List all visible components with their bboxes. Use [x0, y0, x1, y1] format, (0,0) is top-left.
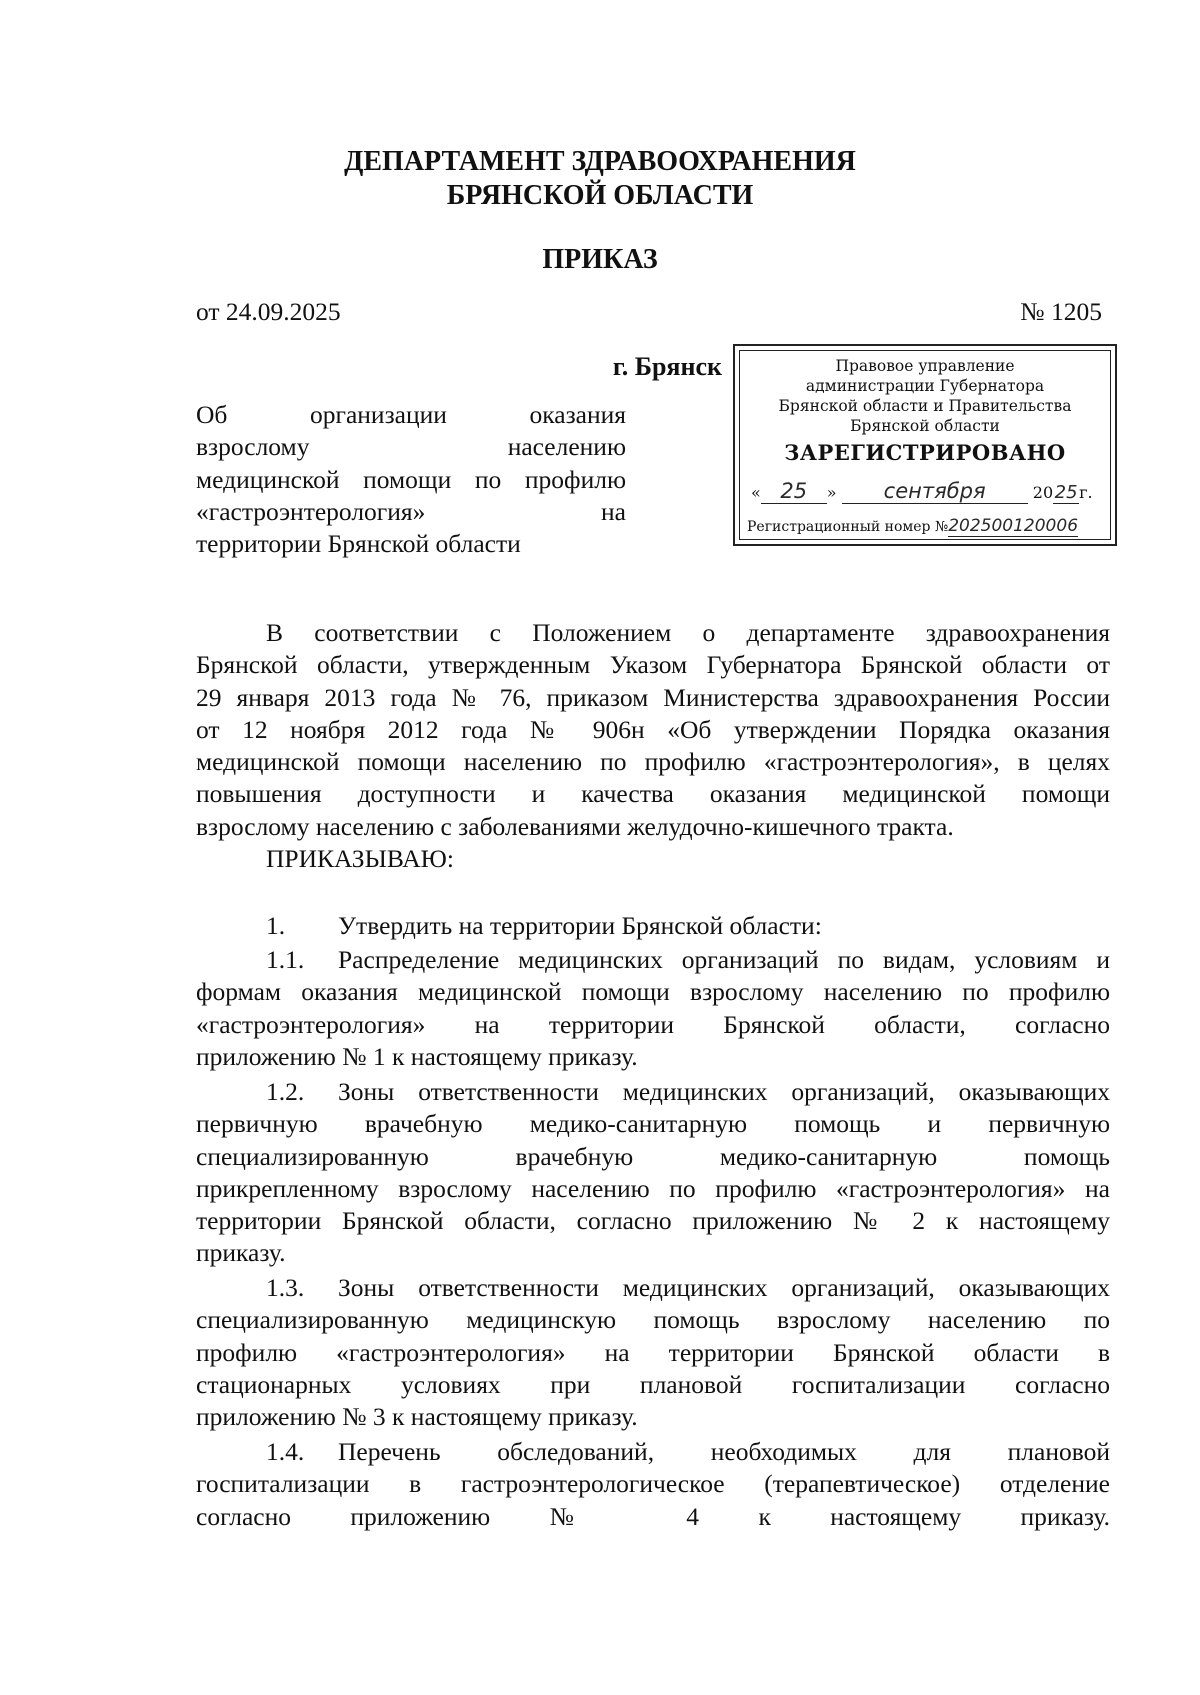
item-line: специализированную врачебную медико-санитарную помощь [196, 1141, 1110, 1171]
item-line: стационарных условиях при плановой госпитализации согласно [196, 1369, 1110, 1399]
item-number: 1.4. [266, 1437, 305, 1466]
order-item [196, 944, 1110, 1073]
order-number: № 1205 [1020, 297, 1102, 326]
registration-stamp [733, 344, 1117, 546]
preamble-line: Брянской области, утвержденным Указом Губернатора Брянской области от [196, 650, 1110, 680]
item-line: «гастроэнтерология» на территории Брянской области, согласно [196, 1009, 1110, 1039]
document-type: ПРИКАЗ [542, 244, 658, 275]
stamp-year-suffix: 25 [1054, 482, 1078, 503]
item-line: согласно приложению № 4 к настоящему приказу. [196, 1501, 1110, 1531]
subject-line: взрослому населению [196, 432, 626, 462]
item-number: 1.2. [266, 1077, 305, 1106]
stamp-status: ЗАРЕГИСТРИРОВАНО [784, 440, 1066, 465]
item-line: приложению № 3 к настоящему приказу. [196, 1402, 638, 1432]
item-line: первичную врачебную медико-санитарную помощь и первичную [196, 1109, 1110, 1139]
item-line: специализированную медицинскую помощь взрослому населению по [196, 1305, 1110, 1335]
preamble-line: В соответствии с Положением о департаменте здравоохранения [266, 618, 1110, 647]
stamp-month: сентября [842, 479, 1028, 504]
stamp-authority-line: Брянской области и Правительства [778, 397, 1072, 415]
item-line: приказу. [196, 1238, 286, 1268]
preamble-line: 29 января 2013 года № 76, приказом Министерства здравоохранения России [196, 682, 1110, 712]
stamp-year-unit: г. [1079, 483, 1093, 502]
subject-line: Об организации оказания [196, 400, 626, 429]
order-item [196, 910, 1110, 942]
stamp-reg-label: Регистрационный номер № [747, 519, 949, 535]
item-line: прикрепленному взрослому населению по профилю «гастроэнтерология» на [196, 1173, 1110, 1203]
preamble [196, 617, 1110, 875]
preamble-line: медицинской помощи населению по профилю «гастроэнтерология», в целях [196, 747, 1110, 777]
item-line: Зоны ответственности медицинских организаций, оказывающих [338, 1077, 1110, 1106]
item-line: госпитализации в гастроэнтерологическое (терапевтическое) отделение [196, 1469, 1110, 1499]
preamble-line: повышения доступности и качества оказания медицинской помощи [196, 779, 1110, 809]
subject-line: территории Брянской области [196, 529, 521, 559]
item-line: приложению № 1 к настоящему приказу. [196, 1041, 638, 1071]
preamble-line: от 12 ноября 2012 года № 906н «Об утверждении Порядка оказания [196, 714, 1110, 744]
order-item [196, 1076, 1110, 1270]
subject-line: «гастроэнтерология» на [196, 496, 626, 526]
department-name-line1: ДЕПАРТАМЕНТ ЗДРАВООХРАНЕНИЯ [344, 146, 856, 177]
item-line: Зоны ответственности медицинских организаций, оказывающих [338, 1273, 1110, 1302]
preamble-line: взрослому населению с заболеваниями желудочно-кишечного тракта. [196, 811, 954, 841]
item-number: 1.3. [266, 1273, 305, 1302]
stamp-authority-line: Брянской области [850, 417, 1000, 435]
item-line: территории Брянской области, согласно приложению № 2 к настоящему [196, 1206, 1110, 1236]
order-item [196, 1272, 1110, 1433]
item-line: Перечень обследований, необходимых для плановой [338, 1437, 1110, 1466]
item-line: Утвердить на территории Брянской области: [338, 911, 822, 940]
stamp-day: 25 [761, 479, 827, 504]
city: г. Брянск [612, 352, 722, 381]
stamp-authority-line: администрации Губернатора [805, 377, 1045, 395]
item-line: профилю «гастроэнтерология» на территории Брянской области в [196, 1337, 1110, 1367]
item-number: 1. [266, 911, 286, 940]
item-number: 1.1. [266, 945, 305, 974]
item-line: формам оказания медицинской помощи взрослому населению по профилю [196, 977, 1110, 1007]
order-item [196, 1436, 1110, 1533]
order-word: ПРИКАЗЫВАЮ: [266, 844, 454, 874]
order-subject [196, 399, 626, 560]
order-date: от 24.09.2025 [196, 297, 341, 326]
stamp-year-prefix: 20 [1032, 483, 1054, 502]
stamp-date: « 25 » сентября 2025г. [751, 479, 1093, 503]
subject-line: медицинской помощи по профилю [196, 464, 626, 494]
stamp-authority-line: Правовое управление [835, 357, 1015, 375]
item-line: Распределение медицинских организаций по видам, условиям и [338, 945, 1110, 974]
stamp-registration-number [747, 516, 1117, 537]
stamp-reg-number: 202500120006 [948, 516, 1079, 536]
department-name-line2: БРЯНСКОЙ ОБЛАСТИ [446, 180, 754, 211]
